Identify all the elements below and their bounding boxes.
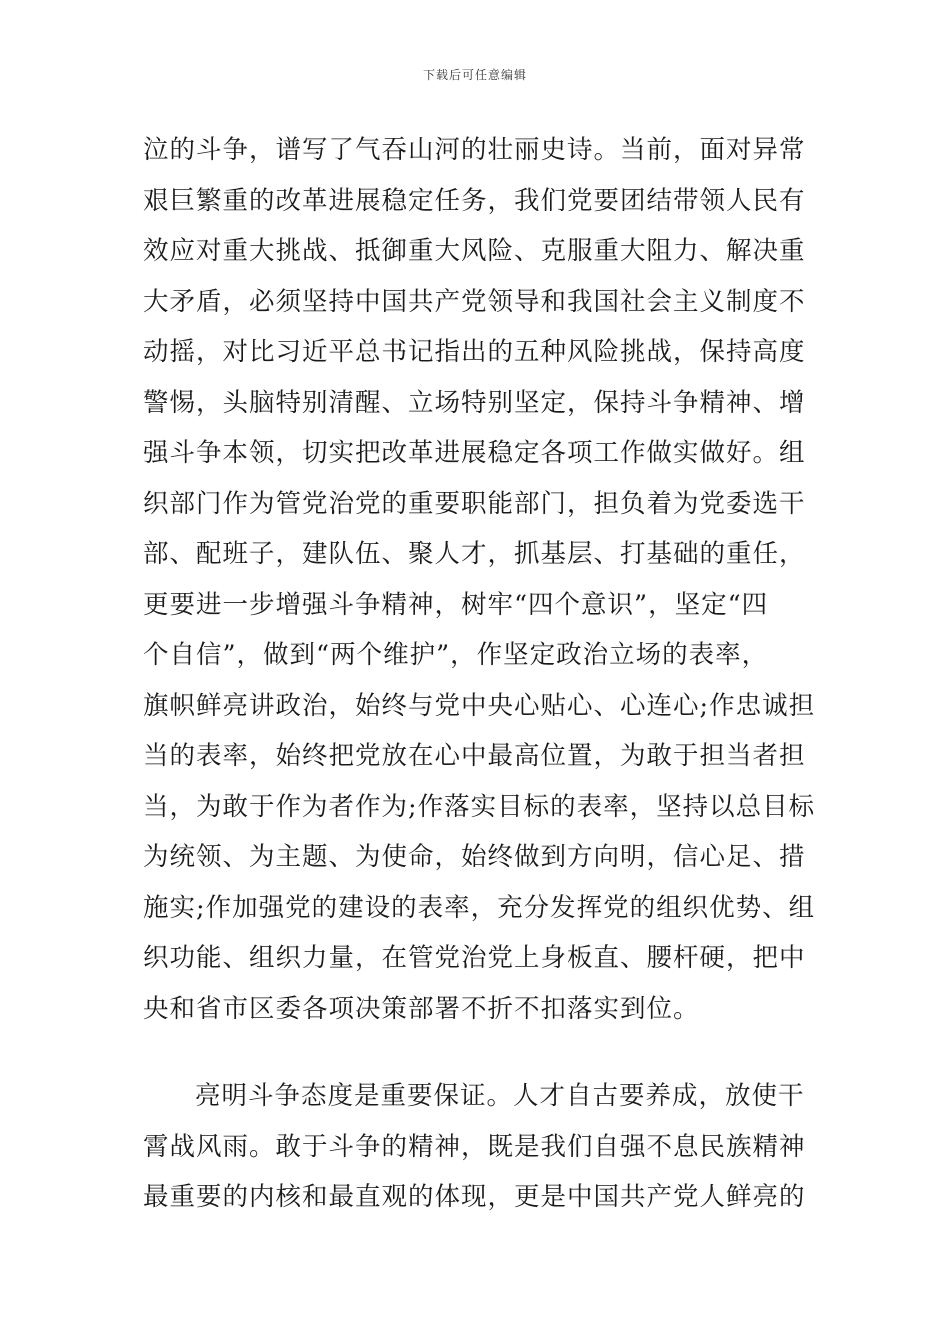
text-line: 部、配班子，建队伍、聚人才，抓基层、打基础的重任，	[143, 539, 806, 569]
paragraph-1	[143, 125, 816, 1034]
text-line: 最重要的内核和最直观的体现，更是中国共产党人鲜亮的	[143, 1182, 806, 1212]
text-line: 大矛盾，必须坚持中国共产党领导和我国社会主义制度不	[143, 286, 806, 317]
download-note: 下载后可任意编辑	[422, 68, 527, 82]
text-line: 警惕，头脑特别清醒、立场特别坚定，保持斗争精神、增	[143, 387, 806, 418]
text-line: 泣的斗争，谱写了气吞山河的壮丽史诗。当前，面对异常	[143, 135, 806, 165]
text-line: 亮明斗争态度是重要保证。人才自古要养成，放使干	[195, 1081, 805, 1111]
text-line: 当，为敢于作为者作为;作落实目标的表率，坚持以总目标	[143, 791, 816, 822]
paragraph-2	[143, 1071, 813, 1223]
text-line: 动摇，对比习近平总书记指出的五种风险挑战，保持高度	[143, 337, 806, 367]
text-line: 效应对重大挑战、抵御重大风险、克服重大阻力、解决重	[143, 236, 806, 266]
text-line: 施实;作加强党的建设的表率，充分发挥党的组织优势、组	[143, 892, 816, 923]
text-line: 霄战风雨。敢于斗争的精神，既是我们自强不息民族精神	[143, 1131, 806, 1162]
text-line: 织部门作为管党治党的重要职能部门，担负着为党委选干	[143, 488, 806, 519]
text-line: 艰巨繁重的改革进展稳定任务，我们党要团结带领人民有	[143, 185, 806, 216]
text-line: 央和省市区委各项决策部署不折不扣落实到位。	[143, 993, 700, 1024]
text-line: 织功能、组织力量，在管党治党上身板直、腰杆硬，把中	[143, 943, 806, 973]
text-line: 个自信”，做到“两个维护”，作坚定政治立场的表率，	[143, 640, 769, 670]
text-line: 当的表率，始终把党放在心中最高位置，为敢于担当者担	[143, 741, 806, 771]
text-line: 强斗争本领，切实把改革进展稳定各项工作做实做好。组	[143, 438, 806, 468]
text-line: 更要进一步增强斗争精神，树牢“四个意识”，坚定“四	[143, 589, 769, 620]
text-line: 为统领、为主题、为使命，始终做到方向明，信心足、措	[143, 842, 806, 872]
text-line: 旗帜鲜亮讲政治，始终与党中央心贴心、心连心;作忠诚担	[143, 690, 816, 721]
